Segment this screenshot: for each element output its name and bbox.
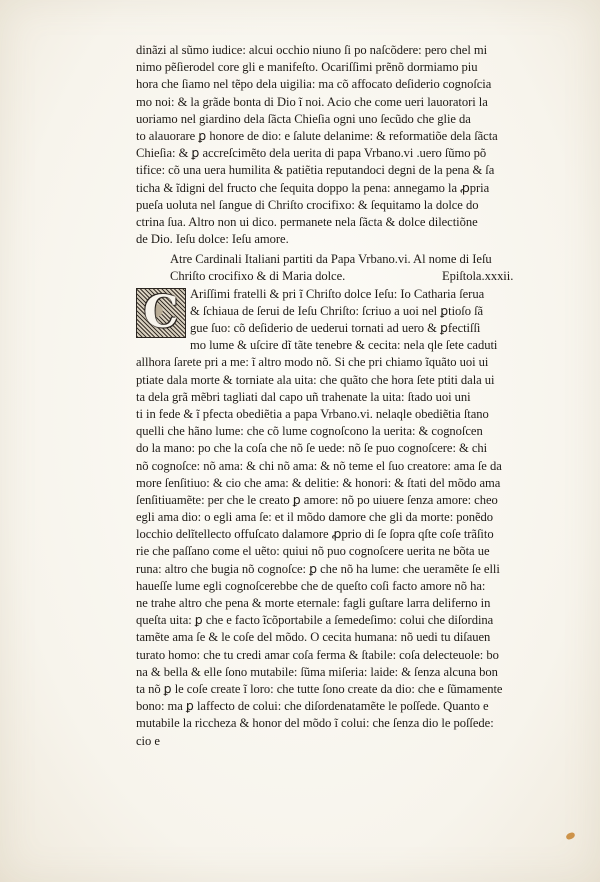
decorated-initial-c xyxy=(136,288,186,338)
text-line: runa: altro che bugia nõ cognoſce: ꝑ che nõ ha lume: che ueramẽte ſe elli xyxy=(136,561,500,576)
text-line: nimo pẽſierodel core gli e manifeſto. Ocariſſimi prẽnõ dormiamo piu xyxy=(136,60,478,75)
text-line: ta nõ ꝑ le coſe create ĩ loro: che tutte ſono create da dio: che e ſũmamente xyxy=(136,681,503,696)
text-line: more ſenſitiuo: & cio che ama: & delitie: & honori: & ſtati del mõdo ama xyxy=(136,475,501,490)
text-line: cio e xyxy=(136,733,160,748)
text-line: ne trahe altro che pena & morte eternale: fagli guſtare larra deliferno in xyxy=(136,596,491,610)
dropcap-text-line: gue ſuo: cõ deſiderio de uederui tornati ad uero & ꝑfectiſſi xyxy=(190,321,481,335)
letter-heading-line-1: Atre Cardinali Italiani partiti da Papa Vrbano.vi. Al nome di Ieſu xyxy=(170,252,492,267)
text-line: tamẽte ama ſe & le coſe del mõdo. O cecita humana: nõ uedi tu diſauen xyxy=(136,630,491,645)
text-line: ſenſitiuamẽte: per che le creato ꝑ amore: nõ po uiuere ſenza amore: cheo xyxy=(136,492,498,507)
text-line: dinãzi al sũmo iudice: alcui occhio niuno ſi po naſcõdere: pero chel mi xyxy=(136,43,488,57)
text-line: turato homo: che tu credi amar coſa ferma & ſtabile: coſa delecteuole: bo xyxy=(136,647,499,662)
text-line: to alauorare ꝑ honore de dio: e ſalute delanime: & reformatiõe dela ſãcta xyxy=(136,128,498,143)
dropcap-text-line: Ariſſimi fratelli & pri ĩ Chriſto dolce Ieſu: Io Catharia ſerua xyxy=(190,286,485,301)
text-line: egli ama dio: o egli ama ſe: et il mõdo damore che gli da morte: ponẽdo xyxy=(136,510,494,525)
dropcap-section xyxy=(136,286,556,355)
text-line: nõ cognoſce: nõ ama: & chi nõ ama: & nõ teme el ſuo creatore: ama ſe da xyxy=(136,458,502,473)
text-line: bono: ma ꝑ laffecto de colui: che diſordenatamẽte le poſſede. Quanto e xyxy=(136,699,489,714)
text-line: pueſa uoluta nel ſangue di Chriſto crocifixo: & ſequitamo la dolce do xyxy=(136,197,479,212)
dropcap-text-line: & ſchiaua de ſerui de Ieſu Chriſto: ſcriuo a uoi nel ꝑtioſo ſã xyxy=(190,303,484,318)
ink-spot xyxy=(565,832,576,841)
text-line: do la mano: po che la coſa che nõ ſe uede: nõ ſe puo cognoſcere: & chi xyxy=(136,441,488,456)
text-line: na & bella & elle ſono mutabile: ſũma miſeria: laide: & ſenza alcuna bon xyxy=(136,664,498,679)
text-line: mo noi: & la grãde bonta di Dio ĩ noi. Acio che come ueri lauoratori la xyxy=(136,94,488,109)
text-line: queſta uita: ꝑ che e facto ĩcõportabile a ſemedeſimo: colui che diſordina xyxy=(136,613,494,628)
text-line: rie che paſſano come el uẽto: quiui nõ puo cognoſcere uerita ne bõta ue xyxy=(136,544,490,559)
text-line: ptiate dala morte & torniate ala uita: che quãto che hora ſete ptiti dala ui xyxy=(136,372,495,387)
text-line: de Dio. Ieſu dolce: Ieſu amore. xyxy=(136,232,289,247)
text-line: hora che ſiamo nel tẽpo dela uigilia: ma cõ affocato deſiderio cognoſcia xyxy=(136,77,492,92)
epistle-number: Epiſtola.xxxii. xyxy=(442,269,514,284)
text-line: quelli che hãno lume: che cõ lume cognoſcono la uerita: & cognoſcen xyxy=(136,424,483,439)
paragraph-previous-letter-end xyxy=(136,42,556,248)
text-line: ctrina ſua. Altro non ui dico. permanete nela ſãcta & dolce dilectiõne xyxy=(136,214,478,229)
dropcap-text-line: mo lume & uſcire dĩ tãte tenebre & cecita: nela qle ſete caduti xyxy=(190,338,498,353)
text-line: ti in fede & ĩ pfecta obediẽtia a papa Vrbano.vi. nelaqle obediẽtia ſtano xyxy=(136,406,489,421)
paragraph-body xyxy=(136,354,556,749)
text-line: ta dela grã mẽbri tagliati dal capo uñ trahenate la uita: ſtado uoi uni xyxy=(136,389,471,404)
text-line: tifice: cõ una uera humilita & patiẽtia reputandoci degni de la pena & ſa xyxy=(136,163,495,178)
letter-heading-line-2 xyxy=(136,268,556,285)
paragraph-opening-lines xyxy=(136,286,556,355)
initial-letter: C xyxy=(143,286,179,338)
text-line: haueſſe lume egli cognoſcerebbe che de queſto coſi facto amore nõ ha: xyxy=(136,578,486,593)
text-line: allhora ſarete pri a me: ĩ altro modo nõ. Si che pri chiamo ĩquãto uoi ui xyxy=(136,355,489,370)
text-line: locchio delĩtellecto offuſcato dalamore ꝓprio di ſe ſopra qſte coſe trãſito xyxy=(136,527,494,542)
text-block xyxy=(136,42,556,750)
text-line: mutabile la riccheza & honor del mõdo ĩ colui: che ſenza dio le poſſede: xyxy=(136,716,494,731)
text-line: uoriamo nel giardino dela ſãcta Chieſia ogni uno ſecũdo che glie da xyxy=(136,111,471,126)
letter-heading-text: Chriſto crocifixo & di Maria dolce. xyxy=(170,269,346,284)
text-line: Chieſia: & ꝑ accreſcimẽto dela uerita di papa Vrbano.vi .uero ſũmo põ xyxy=(136,146,487,161)
text-line: ticha & ĩdigni del fructo che ſequita doppo la pena: annegamo la ꝓpria xyxy=(136,180,490,195)
